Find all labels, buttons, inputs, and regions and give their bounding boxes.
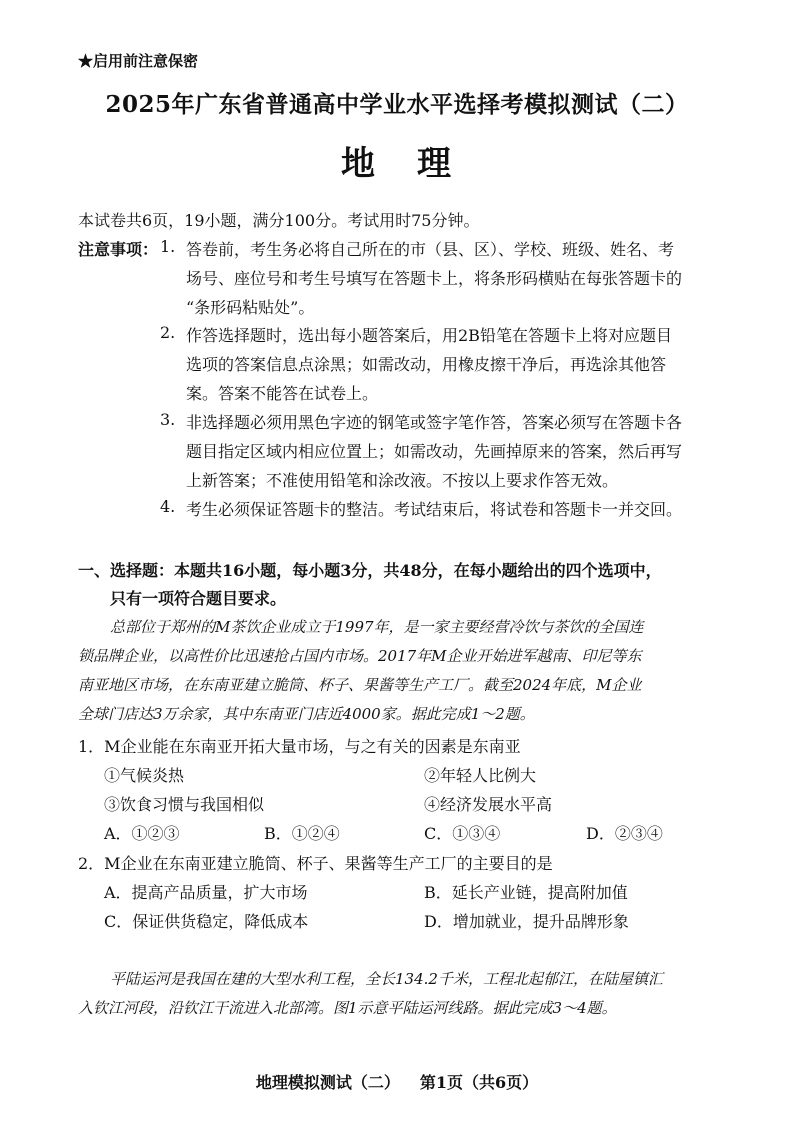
note-line: 上新答案；不准使用铅笔和涂改液。不按以上要求作答无效。 [186,471,619,490]
q2-option-a: A．提高产品质量，扩大市场 [104,883,308,902]
note-line: “条形码粘贴处”。 [186,298,315,317]
q2-option-d: D．增加就业，提升品牌形象 [424,912,629,931]
subject-title [0,136,794,185]
exam-intro: 本试卷共6页，19小题，满分100分。考试用时75分钟。 [78,211,480,230]
note-line: 题目指定区域内相应位置上；如需改动，先画掉原来的答案，然后再写 [186,442,683,461]
footer-page-number: 第1页（共6页） [419,1073,539,1092]
question-1-stem: 1．M企业能在东南亚开拓大量市场，与之有关的因素是东南亚 [78,737,521,756]
q1-option-d: D．②③④ [586,824,663,843]
passage-line: 入钦江河段，沿钦江干流进入北部湾。图1示意平陆运河线路。据此完成3～4题。 [78,999,617,1017]
note-number: 3. [160,410,176,429]
passage-line: 南亚地区市场，在东南亚建立脆筒、杯子、果酱等生产工厂。截至2024年底，M企业 [78,676,642,694]
note-line: 作答选择题时，选出每小题答案后，用2B铅笔在答题卡上将对应题目 [186,326,672,345]
section-heading-continued: 只有一项符合题目要求。 [110,589,287,608]
q1-option-b: B．①②④ [264,824,340,843]
note-number: 4. [160,497,176,516]
subject-char-1: 地 [341,144,377,184]
confidential-label: ★启用前注意保密 [78,52,199,70]
footer-exam-name: 地理模拟测试（二） [255,1073,400,1092]
subject-char-2: 理 [417,144,453,184]
q1-item: ①气候炎热 [104,766,185,785]
q2-option-b: B．延长产业链，提高附加值 [424,883,628,902]
notes-label: 注意事项： [78,240,159,259]
note-line: 选项的答案信息点涂黑；如需改动，用橡皮擦干净后，再选涂其他答 [186,355,667,374]
note-number: 1. [160,237,176,256]
q1-option-c: C．①③④ [424,824,501,843]
note-line: 答卷前，考生务必将自己所在的市（县、区）、学校、班级、姓名、考 [186,240,675,259]
q1-item: ②年轻人比例大 [424,766,537,785]
passage-line: 全球门店达3万余家，其中东南亚门店近4000家。据此完成1～2题。 [78,705,535,723]
note-line: 场号、座位号和考生号填写在答题卡上，将条形码横贴在每张答题卡的 [186,269,683,288]
q1-item: ③饮食习惯与我国相似 [104,795,265,814]
passage-line: 锁品牌企业，以高性价比迅速抢占国内市场。2017年M企业开始进军越南、印尼等东 [78,647,642,665]
question-2-stem: 2．M企业在东南亚建立脆筒、杯子、果酱等生产工厂的主要目的是 [78,854,553,873]
note-line: 非选择题必须用黑色字迹的钢笔或签字笔作答，答案必须写在答题卡各 [186,413,683,432]
page-footer [0,1070,794,1093]
q2-option-c: C．保证供货稳定，降低成本 [104,912,309,931]
section-heading: 一、选择题：本题共16小题，每小题3分，共48分，在每小题给出的四个选项中， [78,561,662,580]
note-line: 考生必须保证答题卡的整洁。考试结束后，将试卷和答题卡一并交回。 [186,500,683,519]
exam-title: 2025年广东省普通高中学业水平选择考模拟测试（二） [105,91,689,118]
passage-line: 平陆运河是我国在建的大型水利工程，全长134.2千米，工程北起郁江，在陆屋镇汇 [110,970,663,988]
q1-item: ④经济发展水平高 [424,795,553,814]
passage-line: 总部位于郑州的M茶饮企业成立于1997年，是一家主要经营冷饮与茶饮的全国连 [110,618,644,636]
note-number: 2. [160,323,176,342]
q1-option-a: A．①②③ [104,824,180,843]
note-line: 案。答案不能答在试卷上。 [186,384,379,403]
